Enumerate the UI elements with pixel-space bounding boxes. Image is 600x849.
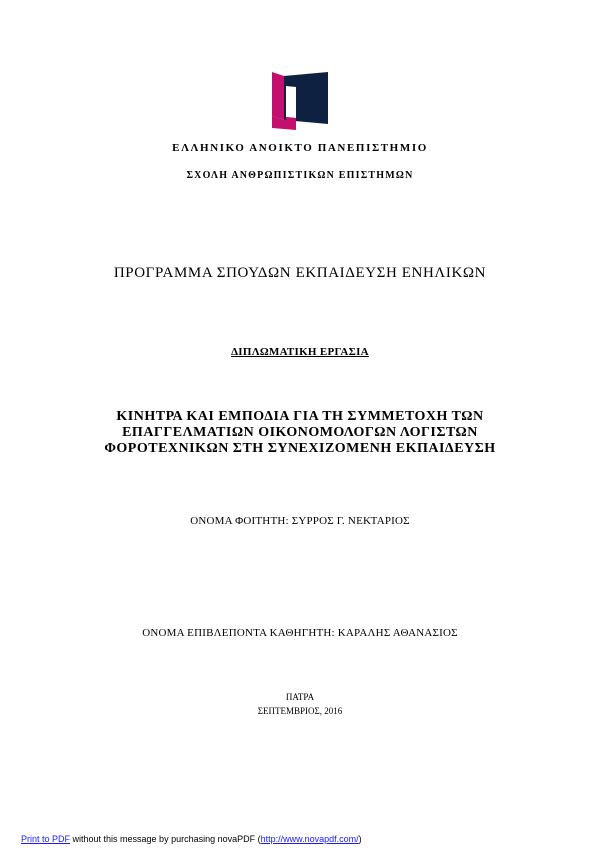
thesis-title-line-3: ΦΟΡΟΤΕΧΝΙΚΩΝ ΣΤΗ ΣΥΝΕΧΙΖΟΜΕΝΗ ΕΚΠΑΙΔΕΥΣΗ [104, 441, 496, 456]
thesis-title-line-1: ΚΙΝΗΤΡΑ ΚΑΙ ΕΜΠΟΔΙΑ ΓΙΑ ΤΗ ΣΥΜΜΕΤΟΧΗ ΤΩΝ [116, 409, 484, 424]
school-name: ΣΧΟΛΗ ΑΝΘΡΩΠΙΣΤΙΚΩΝ ΕΠΙΣΤΗΜΩΝ [186, 170, 414, 181]
print-to-pdf-link[interactable]: Print to PDF [21, 834, 71, 844]
novapdf-link[interactable]: http://www.novapdf.com/ [260, 834, 359, 844]
student-name: ΟΝΟΜΑ ΦΟΙΤΗΤΗ: ΣΥΡΡΟΣ Γ. ΝΕΚΤΑΡΙΟΣ [190, 515, 410, 527]
university-name: ΕΛΛΗΝΙΚΟ ΑΝΟΙΚΤΟ ΠΑΝΕΠΙΣΤΗΜΙΟ [172, 142, 428, 154]
footer-text: without this message by purchasing novaPDF ( [70, 834, 261, 844]
supervisor-name: ΟΝΟΜΑ ΕΠΙΒΛΕΠΟΝΤΑ ΚΑΘΗΓΗΤΗ: ΚΑΡΑΛΗΣ ΑΘΑΝΑΣΙΟΣ [142, 627, 458, 639]
university-logo-icon [272, 72, 328, 130]
program-name: ΠΡΟΓΡΑΜΜΑ ΣΠΟΥΔΩΝ ΕΚΠΑΙΔΕΥΣΗ ΕΝΗΛΙΚΩΝ [113, 265, 487, 281]
city: ΠΑΤΡΑ [285, 692, 315, 702]
footer-watermark [21, 834, 362, 844]
footer-end: ) [358, 834, 362, 844]
thesis-label: ΔΙΠΛΩΜΑΤΙΚΗ ΕΡΓΑΣΙΑ [231, 346, 369, 358]
date: ΣΕΠΤΕΜΒΡΙΟΣ, 2016 [257, 706, 343, 716]
thesis-title-line-2: ΕΠΑΓΓΕΛΜΑΤΙΩΝ ΟΙΚΟΝΟΜΟΛΟΓΩΝ ΛΟΓΙΣΤΩΝ [122, 425, 478, 440]
